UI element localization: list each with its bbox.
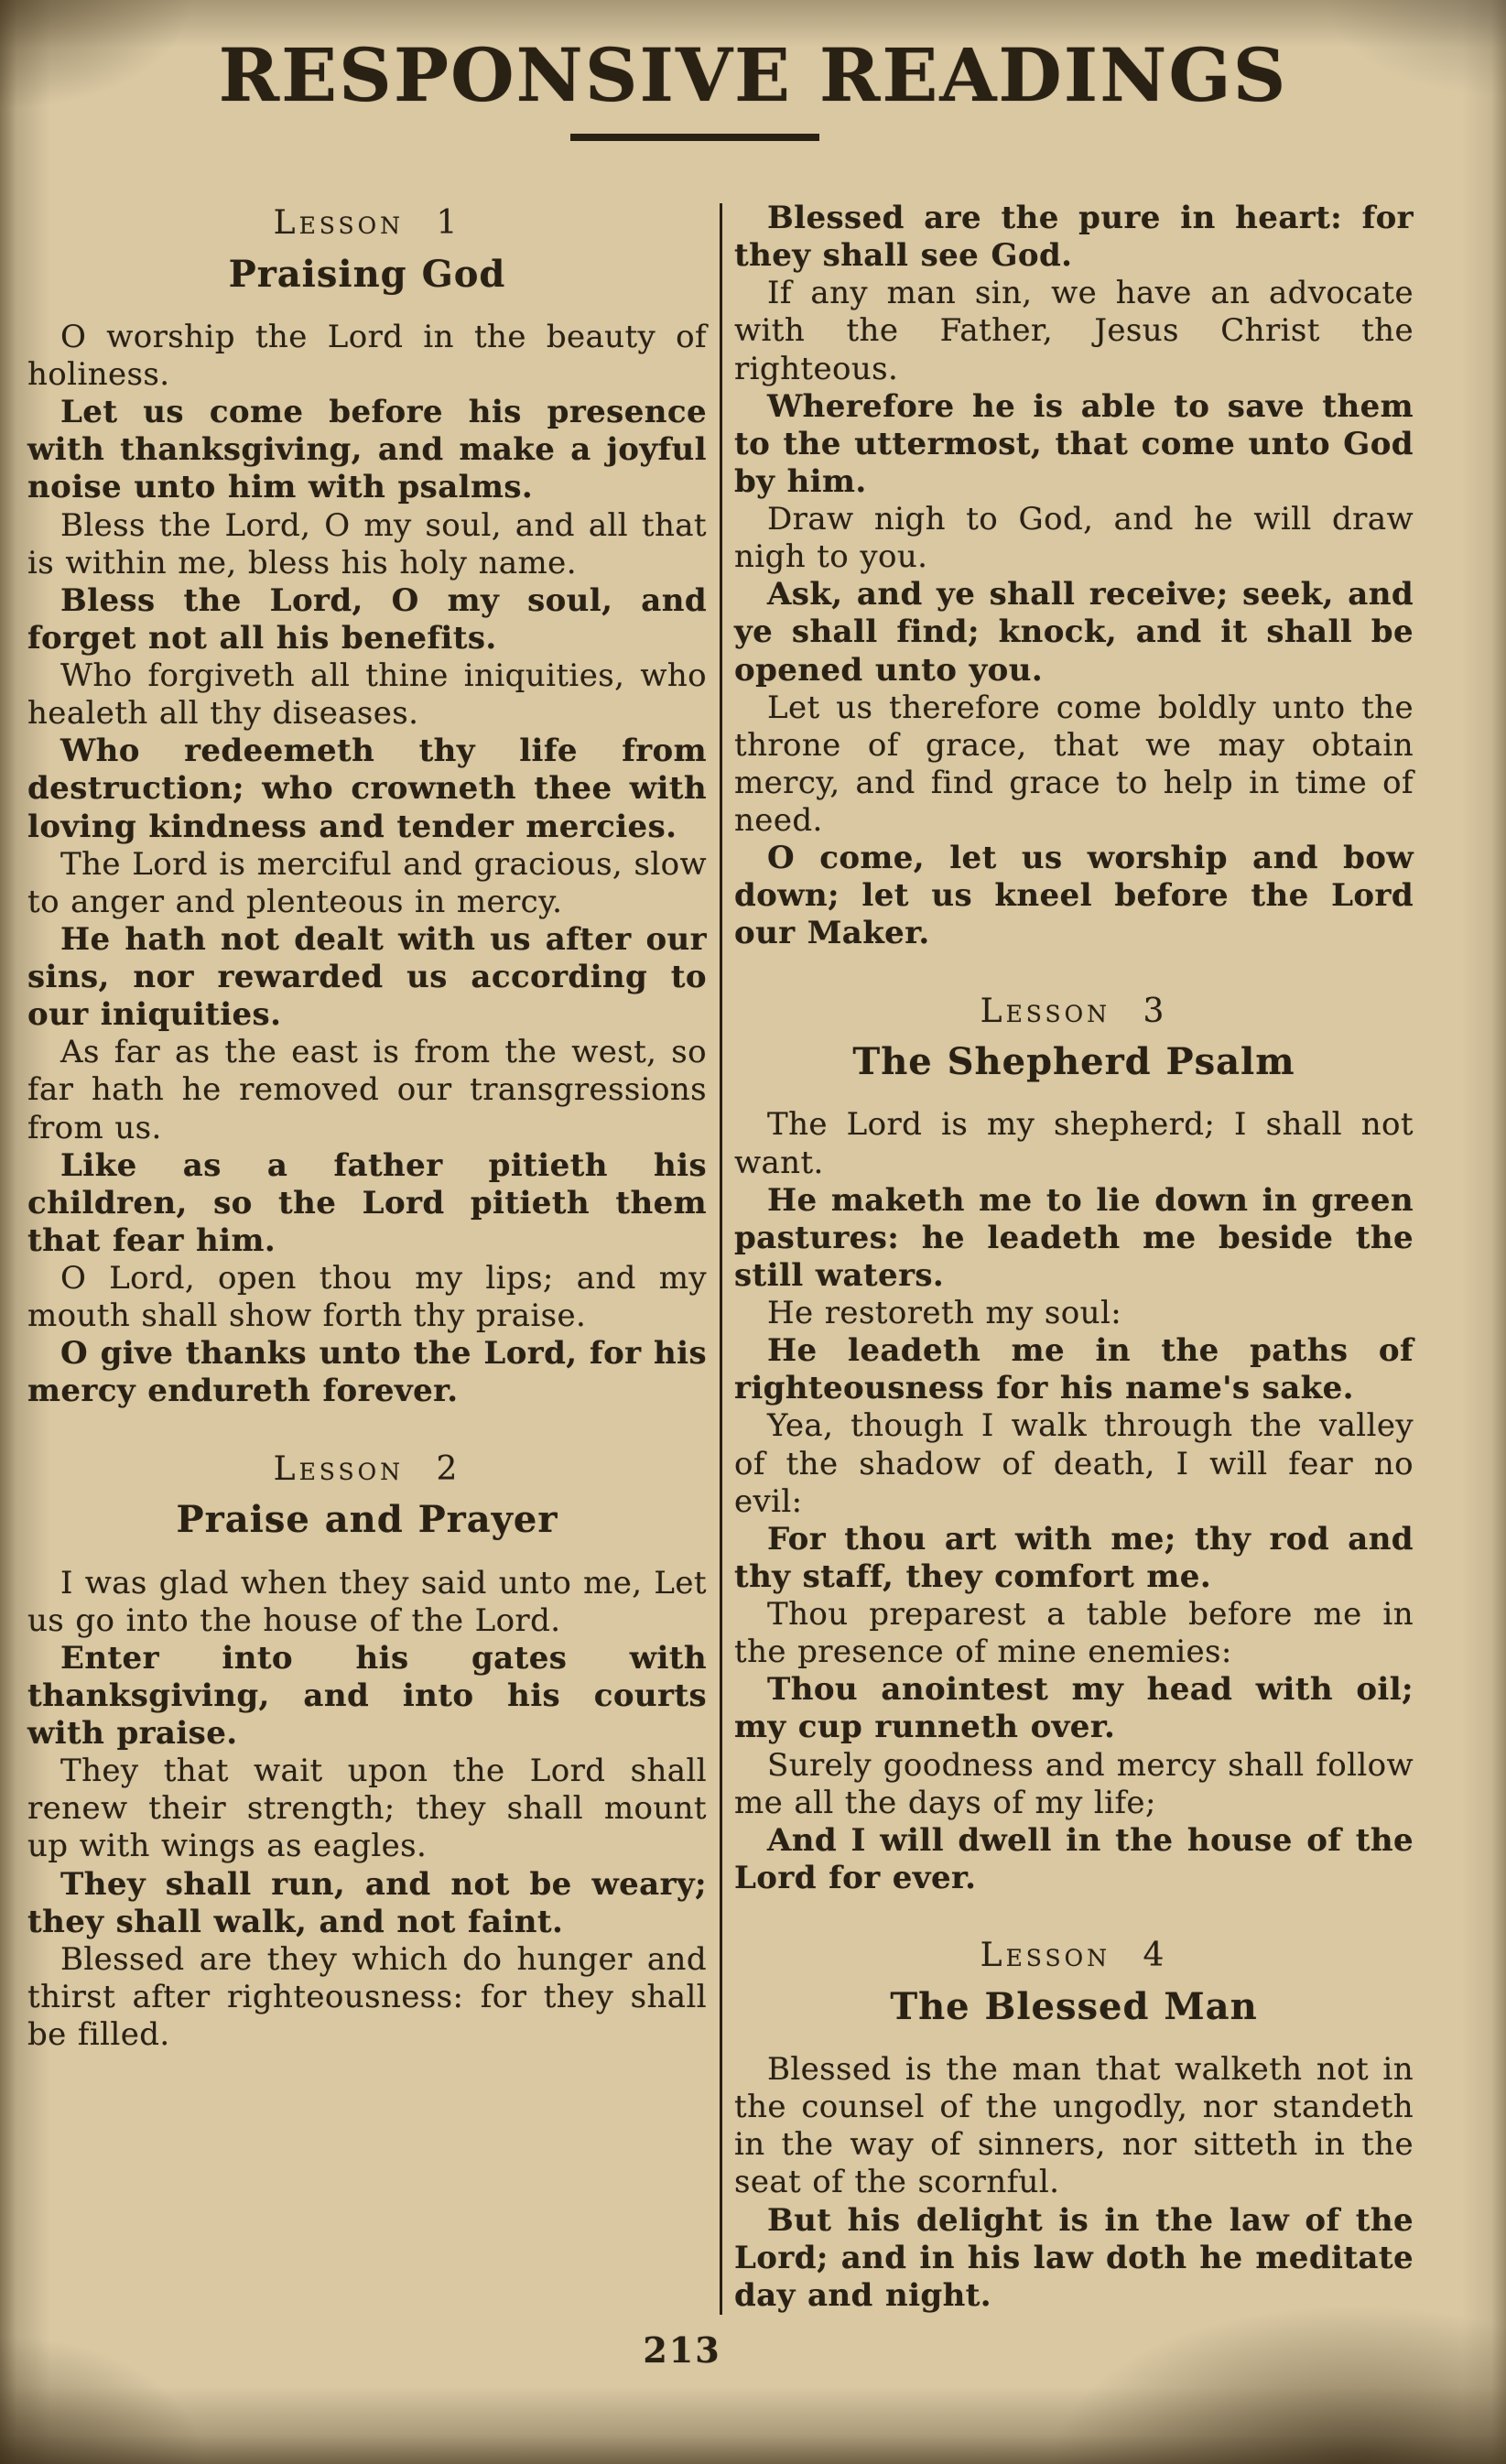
verse-paragraph: Bless the Lord, O my soul, and forget not all his benefits. bbox=[27, 581, 707, 657]
verse-paragraph: Yea, though I walk through the valley of the shadow of death, I will fear no evil: bbox=[734, 1407, 1414, 1520]
verse-paragraph: He restoreth my soul: bbox=[767, 1295, 1122, 1332]
verse-paragraph: Who redeemeth thy life from destruction; who crowneth thee with loving kindness and tender mercies. bbox=[27, 733, 707, 845]
verse-paragraph: And I will dwell in the house of the Lord for ever. bbox=[734, 1821, 1414, 1896]
column-right bbox=[734, 200, 1414, 2315]
verse-paragraph: But his delight is in the law of the Lord; and in his law doth he meditate day and night. bbox=[734, 2201, 1414, 2314]
verse-paragraph: Bless the Lord, O my soul, and all that is within me, bless his holy name. bbox=[27, 506, 707, 581]
verse-paragraph: For thou art with me; thy rod and thy staff, they comfort me. bbox=[734, 1520, 1414, 1595]
verse-paragraph: Like as a father pitieth his children, so the Lord pitieth them that fear him. bbox=[27, 1146, 707, 1259]
verse-paragraph: He hath not dealt with us after our sins, nor rewarded us according to our iniquities. bbox=[27, 920, 707, 1034]
verse-paragraph: I was glad when they said unto me, Let us go into the house of the Lord. bbox=[27, 1564, 707, 1639]
verse-paragraph: Let us come before his presence with thanksgiving, and make a joyful noise unto him with psalms. bbox=[27, 394, 707, 506]
verse-paragraph: Thou preparest a table before me in the presence of mine enemies: bbox=[734, 1596, 1414, 1671]
verse-paragraph: Surely goodness and mercy shall follow me all the days of my life; bbox=[734, 1746, 1414, 1821]
lesson-title: The Blessed Man bbox=[890, 1984, 1258, 2028]
verse-paragraph: Enter into his gates with thanksgiving, and into his courts with praise. bbox=[27, 1639, 707, 1752]
verse-paragraph: O come, let us worship and bow down; let us kneel before the Lord our Maker. bbox=[734, 840, 1414, 952]
verse-paragraph: They shall run, and not be weary; they shall walk, and not faint. bbox=[27, 1865, 707, 1940]
verse-paragraph: O Lord, open thou my lips; and my mouth shall show forth thy praise. bbox=[27, 1260, 707, 1335]
title-rule bbox=[570, 134, 819, 141]
column-divider bbox=[720, 203, 722, 2315]
verse-paragraph: If any man sin, we have an advocate with the Father, Jesus Christ the righteous. bbox=[734, 275, 1414, 387]
lesson-title: Praise and Prayer bbox=[176, 1498, 558, 1542]
verse-paragraph: Blessed are they which do hunger and thirst after righteousness: for they shall be filled. bbox=[27, 1940, 707, 2053]
lesson-title: The Shepherd Psalm bbox=[852, 1040, 1295, 1084]
verse-paragraph: Ask, and ye shall receive; seek, and ye shall find; knock, and it shall be opened unto you. bbox=[734, 576, 1414, 689]
page-number: 213 bbox=[643, 2329, 721, 2371]
verse-paragraph: They that wait upon the Lord shall renew their strength; they shall mount up with wings as eagles. bbox=[27, 1753, 707, 1865]
verse-paragraph: He maketh me to lie down in green pastures: he leadeth me beside the still waters. bbox=[734, 1181, 1414, 1294]
verse-paragraph: O worship the Lord in the beauty of holiness. bbox=[27, 318, 707, 394]
verse-paragraph: Draw nigh to God, and he will draw nigh to you. bbox=[734, 501, 1414, 576]
verse-paragraph: As far as the east is from the west, so far hath he removed our transgressions from us. bbox=[27, 1034, 707, 1146]
verse-paragraph: Blessed is the man that walketh not in the counsel of the ungodly, nor standeth in the way of sinners, nor sitteth in the seat of the scornful. bbox=[734, 2051, 1414, 2201]
verse-paragraph: He leadeth me in the paths of righteousness for his name's sake. bbox=[734, 1332, 1414, 1407]
verse-paragraph: Who forgiveth all thine iniquities, who healeth all thy diseases. bbox=[27, 657, 707, 733]
verse-paragraph: The Lord is my shepherd; I shall not want. bbox=[734, 1106, 1414, 1181]
verse-paragraph: O give thanks unto the Lord, for his mercy endureth forever. bbox=[27, 1335, 707, 1410]
verse-paragraph: Let us therefore come boldly unto the throne of grace, that we may obtain mercy, and find grace to help in time of need. bbox=[734, 689, 1414, 839]
lesson-label: Lesson 1 bbox=[273, 204, 461, 242]
verse-paragraph: Wherefore he is able to save them to the uttermost, that come unto God by him. bbox=[734, 387, 1414, 500]
verse-paragraph: Blessed are the pure in heart: for they shall see God. bbox=[734, 200, 1414, 275]
lesson-label: Lesson 3 bbox=[980, 992, 1168, 1030]
column-left bbox=[27, 200, 707, 2315]
verse-paragraph: Thou anointest my head with oil; my cup runneth over. bbox=[734, 1671, 1414, 1746]
lesson-title: Praising God bbox=[228, 252, 506, 296]
lesson-label: Lesson 2 bbox=[273, 1449, 461, 1488]
verse-paragraph: The Lord is merciful and gracious, slow to anger and plenteous in mercy. bbox=[27, 845, 707, 920]
page-title: RESPONSIVE READINGS bbox=[218, 32, 1288, 118]
lesson-label: Lesson 4 bbox=[980, 1937, 1168, 1975]
reading-columns bbox=[0, 200, 1506, 2315]
